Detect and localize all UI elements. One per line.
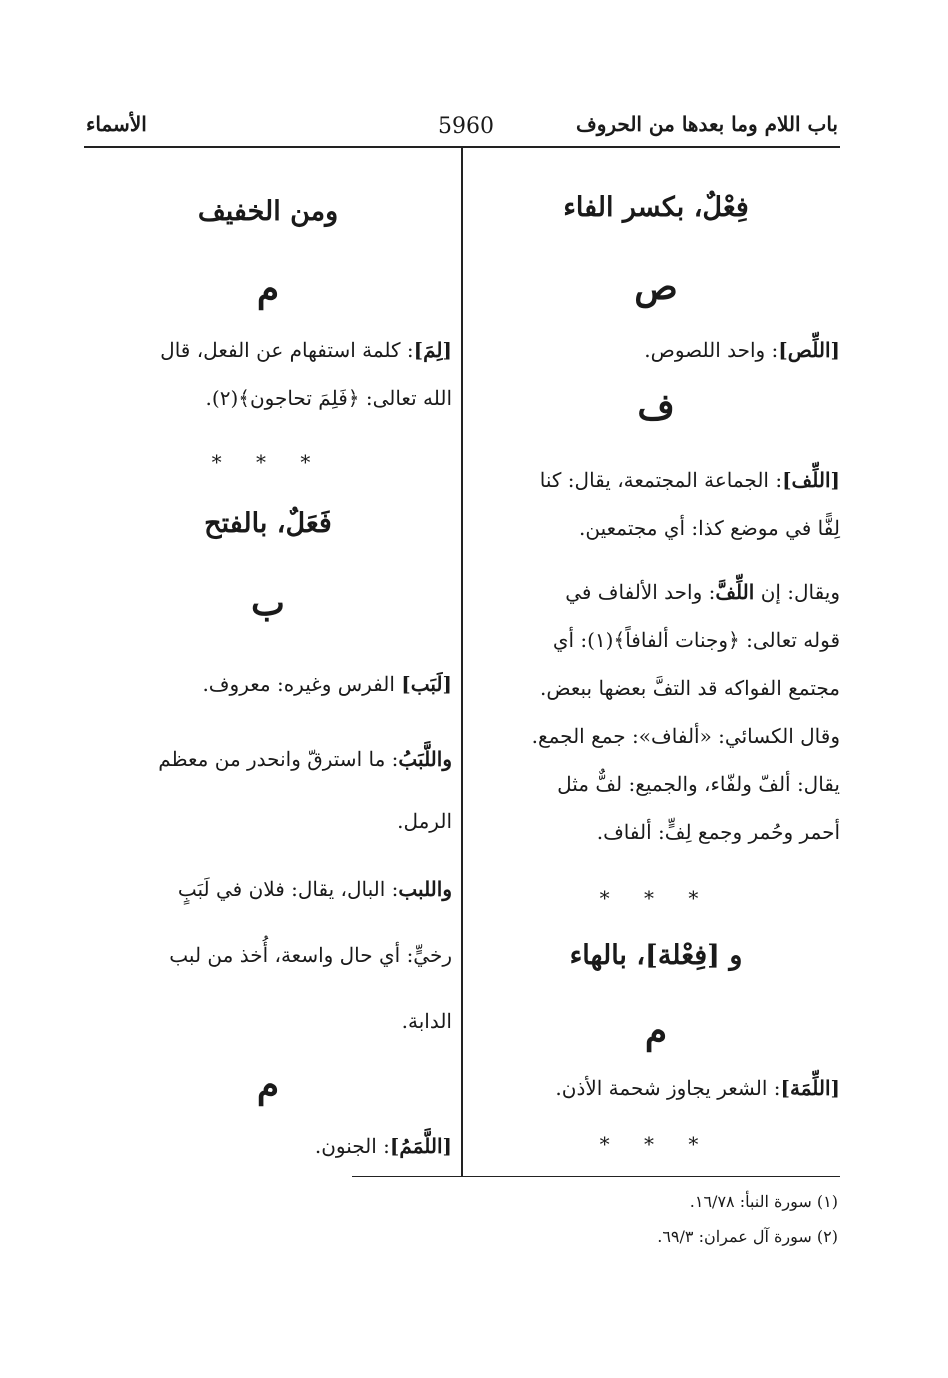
headword: [لَبَب] [401, 672, 452, 696]
definition-line: : البال، يقال: فلان في لَبَبٍ [177, 877, 399, 901]
entry-lif [472, 456, 840, 552]
column-divider [461, 148, 463, 1176]
running-head-section: الأسماء [86, 112, 147, 136]
entry-lamam [84, 1122, 452, 1170]
letter-heading: ص [634, 266, 678, 308]
definition-line: : واحد الألفاف في [565, 580, 716, 604]
footnote-1: (١) سورة النبأ: ١٦/٧٨. [689, 1192, 838, 1211]
separator-stars: * * * [599, 1132, 713, 1156]
entry-labab [84, 660, 452, 708]
letter-heading: ب [251, 582, 285, 624]
headword: [اللَّمَمُ] [389, 1134, 452, 1158]
definition-line: لِفًّا في موضع كذا: أي مجتمعين. [578, 516, 840, 540]
definition-line: مجتمع الفواكه قد التفَّ بعضها ببعض. [540, 676, 840, 700]
definition: : الجنون. [314, 1134, 390, 1158]
entry-labab-2 [84, 728, 452, 852]
headword: [اللِّف] [782, 468, 840, 492]
headword: اللِّفَّ [715, 580, 755, 604]
section-heading: و [فِعْلة]، بالهاء [569, 940, 743, 971]
definition-line: : الجماعة المجتمعة، يقال: كنا [539, 468, 783, 492]
separator-stars: * * * [599, 886, 713, 910]
entry-lif-2 [472, 568, 840, 856]
entry-labab-3 [84, 856, 452, 1054]
separator-stars: * * * [211, 450, 325, 474]
definition-line: الرمل. [397, 809, 452, 833]
headword: [لِمَ] [413, 338, 452, 362]
entry-lead: ويقال: إن [760, 580, 840, 604]
headword: واللبب [398, 877, 452, 901]
definition-line: وقال الكسائي: «ألفاف»: جمع الجمع. [531, 724, 840, 748]
definition: الفرس وغيره: معروف. [202, 672, 402, 696]
headword: [اللِّص] [778, 338, 840, 362]
footnote-rule [352, 1176, 840, 1177]
headword: واللَّبَبُ [398, 747, 452, 771]
definition-line: أحمر وحُمر وجمع لِفٍّ: ألفاف. [596, 820, 840, 844]
running-head-chapter: باب اللام وما بعدها من الحروف [575, 112, 838, 136]
letter-heading: م [256, 268, 280, 310]
definition-line: قوله تعالى: ﴿وجنات ألفافاً﴾(١): أي [552, 628, 840, 652]
definition-line: : ما استرقّ وانحدر من معظم [158, 747, 399, 771]
definition-line: الله تعالى: ﴿فَلِمَ تحاجون﴾(٢). [205, 386, 452, 410]
definition-line: رخيٍّ: أي حال واسعة، أُخذ من لبب [169, 943, 452, 967]
entry-limma [472, 1064, 840, 1112]
entry-lima [84, 326, 452, 422]
definition: : الشعر يجاوز شحمة الأذن. [555, 1076, 781, 1100]
footnote-2: (٢) سورة آل عمران: ٦٩/٣. [657, 1227, 838, 1246]
letter-heading: ف [637, 386, 675, 428]
definition-line: الدابة. [401, 1009, 452, 1033]
section-heading: ومن الخفيف [197, 196, 339, 227]
definition-line: يقال: ألفّ ولفّاء، والجميع: لفٌّ مثل [557, 772, 840, 796]
entry-lis [472, 326, 840, 374]
definition-line: : كلمة استفهام عن الفعل، قال [160, 338, 414, 362]
headword: [اللِّمَة] [780, 1076, 840, 1100]
definition: : واحد اللصوص. [644, 338, 779, 362]
page-number: 5960 [438, 114, 494, 139]
letter-heading: م [256, 1064, 280, 1106]
section-heading: فِعْلٌ، بكسر الفاء [563, 192, 749, 223]
section-heading: فَعَلٌ، بالفتح [204, 508, 332, 539]
letter-heading: م [644, 1010, 668, 1052]
